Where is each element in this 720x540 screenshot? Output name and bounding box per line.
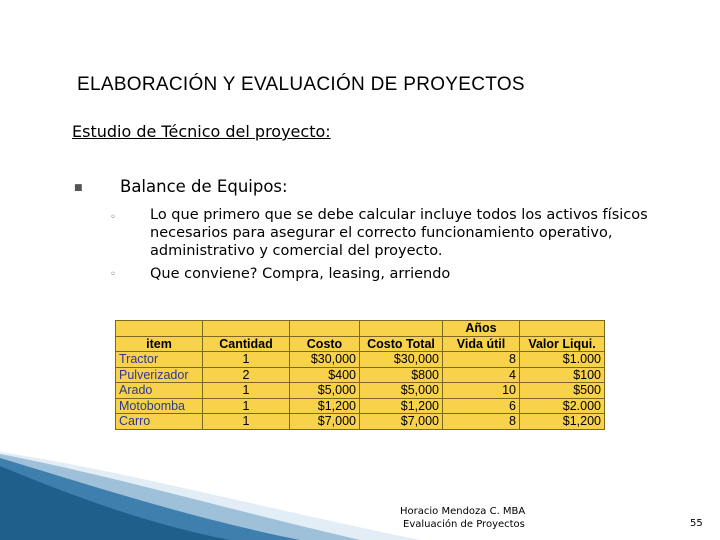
table-cell-cantidad: 1 (203, 414, 290, 430)
table-cell-costo-total: $1,200 (360, 398, 443, 414)
table-row (116, 367, 605, 383)
table-cell-costo-total: $800 (360, 367, 443, 383)
slide-title: ELABORACIÓN Y EVALUACIÓN DE PROYECTOS (77, 74, 525, 95)
table-header-blank (116, 321, 203, 337)
table-header-row (116, 336, 605, 352)
footer-course: Evaluación de Proyectos (403, 519, 525, 530)
table-cell-cantidad: 1 (203, 398, 290, 414)
decorative-swoosh (0, 440, 420, 540)
table-header-cantidad: Cantidad (203, 336, 290, 352)
table-header-valor-liqui: Valor Liqui. (520, 336, 605, 352)
section-subtitle: Estudio de Técnico del proyecto: (72, 122, 331, 141)
table-cell-item: Tractor (116, 352, 203, 368)
table-header-costo: Costo (290, 336, 360, 352)
table-cell-costo: $7,000 (290, 414, 360, 430)
table-header-blank (520, 321, 605, 337)
table-header-item: item (116, 336, 203, 352)
table-cell-valor-liqui: $500 (520, 383, 605, 399)
table-cell-costo: $1,200 (290, 398, 360, 414)
table-cell-valor-liqui: $100 (520, 367, 605, 383)
table-cell-vida-util: 10 (443, 383, 520, 399)
table-cell-item: Carro (116, 414, 203, 430)
table-cell-valor-liqui: $2.000 (520, 398, 605, 414)
table-cell-costo-total: $7,000 (360, 414, 443, 430)
table-row (116, 383, 605, 399)
table-header-row-top (116, 321, 605, 337)
table-cell-costo: $30,000 (290, 352, 360, 368)
table-row (116, 398, 605, 414)
table-cell-valor-liqui: $1,200 (520, 414, 605, 430)
table-cell-costo: $400 (290, 367, 360, 383)
table-cell-cantidad: 1 (203, 383, 290, 399)
table-cell-costo: $5,000 (290, 383, 360, 399)
table-cell-costo-total: $5,000 (360, 383, 443, 399)
table-header-costo-total: Costo Total (360, 336, 443, 352)
table-cell-vida-util: 6 (443, 398, 520, 414)
table-cell-vida-util: 8 (443, 352, 520, 368)
sub-bullet-text-1: Lo que primero que se debe calcular incluye todos los activos físicos necesarios para asegurar el correcto funcionamiento operativo, administrativo y comercial del proyecto. (150, 207, 648, 259)
table-cell-vida-util: 8 (443, 414, 520, 430)
footer-author: Horacio Mendoza C. MBA (400, 506, 526, 517)
table-header-blank (290, 321, 360, 337)
table-header-blank (203, 321, 290, 337)
table-cell-valor-liqui: $1.000 (520, 352, 605, 368)
table-row (116, 352, 605, 368)
table-cell-cantidad: 1 (203, 352, 290, 368)
table-header-vida-util: Vida útil (443, 336, 520, 352)
sub-bullet-circle-icon: ◦ (110, 269, 116, 280)
table-header-years: Años (443, 321, 520, 337)
table-cell-item: Arado (116, 383, 203, 399)
page-number: 55 (690, 518, 703, 529)
table-header-blank (360, 321, 443, 337)
equipment-table (115, 320, 605, 430)
sub-bullet-text-2: Que conviene? Compra, leasing, arriendo (150, 266, 451, 282)
table-cell-item: Motobomba (116, 398, 203, 414)
bullet-heading: Balance de Equipos: (120, 177, 288, 196)
table-cell-cantidad: 2 (203, 367, 290, 383)
table-cell-item: Pulverizador (116, 367, 203, 383)
table-row (116, 414, 605, 430)
sub-bullet-circle-icon: ◦ (110, 212, 116, 223)
bullet-square-icon: ■ (74, 183, 83, 193)
table-cell-costo-total: $30,000 (360, 352, 443, 368)
table-cell-vida-util: 4 (443, 367, 520, 383)
